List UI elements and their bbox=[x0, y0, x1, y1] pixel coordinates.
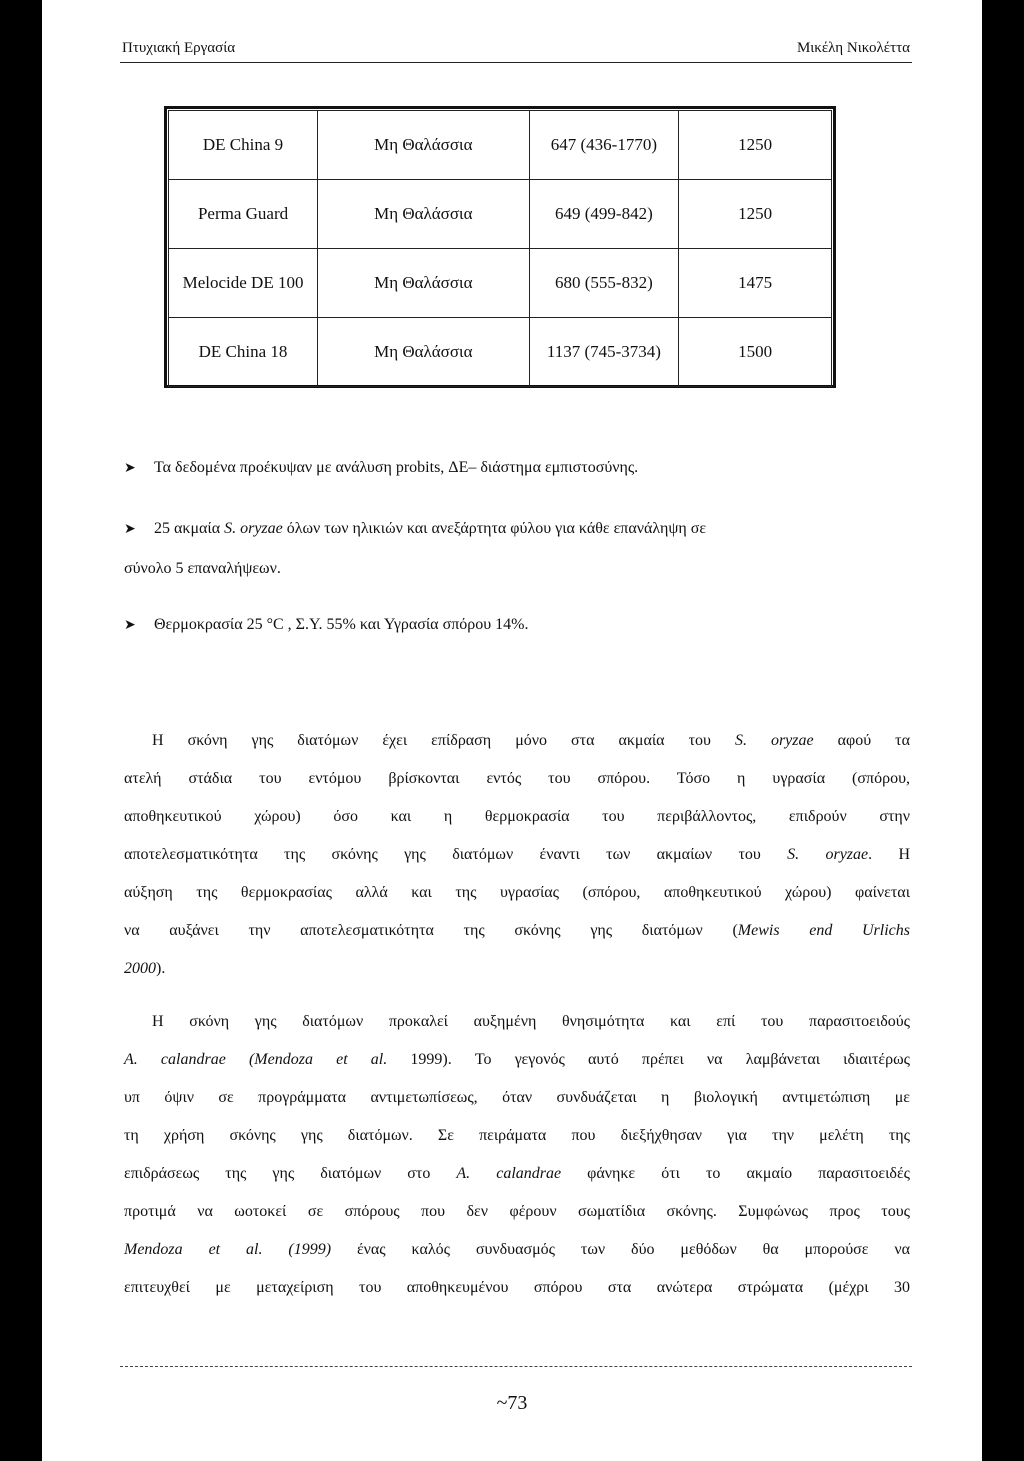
table-cell: Melocide DE 100 bbox=[169, 249, 318, 318]
species-name: S. oryzae bbox=[734, 732, 814, 749]
text-run: Η σκόνη γης διατόμων έχει επίδραση μόνο στα ακμαία του bbox=[152, 732, 735, 749]
citation: Mendoza et al. (1999) bbox=[124, 1241, 332, 1258]
table-cell: Μη Θαλάσσια bbox=[318, 318, 529, 387]
footer-rule bbox=[120, 1366, 912, 1367]
bullet-text: Τα δεδομένα προέκυψαν με ανάλυση probits, ΔΕ– διάστημα εμπιστοσύνης. bbox=[154, 459, 639, 476]
table-cell: 649 (499-842) bbox=[529, 180, 679, 249]
species-name: A. calandrae bbox=[456, 1165, 562, 1182]
table-cell: Perma Guard bbox=[169, 180, 318, 249]
table-row bbox=[169, 249, 832, 318]
table-row bbox=[169, 111, 832, 180]
text-line bbox=[124, 836, 910, 874]
page-number: ~73 bbox=[496, 1392, 528, 1414]
text-run: να αυξάνει την αποτελεσματικότητα της σκόνης γης διατόμων ( bbox=[124, 922, 738, 939]
header-left: Πτυχιακή Εργασία bbox=[122, 40, 236, 56]
bullet-continuation: σύνολο 5 επαναλήψεων. bbox=[124, 560, 281, 577]
table-cell: 1250 bbox=[679, 180, 832, 249]
bullet-text: Θερμοκρασία 25 °C , Σ.Υ. 55% και Υγρασία σπόρου 14%. bbox=[154, 616, 529, 633]
text-line: ατελή στάδια του εντόμου βρίσκονται εντός του σπόρου. Τόσο η υγρασία (σπόρου, bbox=[124, 770, 910, 787]
bullet-item bbox=[124, 520, 706, 538]
text-line bbox=[124, 912, 910, 950]
text-run: ένας καλός συνδυασμός των δύο μεθόδων θα μπορούσε να bbox=[331, 1241, 910, 1258]
text-line: αύξηση της θερμοκρασίας αλλά και της υγρασίας (σπόρου, αποθηκευτικού χώρου) φαίνεται bbox=[124, 884, 910, 901]
bullet-text: 25 ακμαία bbox=[154, 520, 225, 537]
table-cell: Μη Θαλάσσια bbox=[318, 249, 529, 318]
table-cell: 1500 bbox=[679, 318, 832, 387]
text-line: αποθηκευτικού χώρου) όσο και η θερμοκρασία του περιβάλλοντος, επιδρούν στην bbox=[124, 808, 910, 825]
table-cell: DE China 18 bbox=[169, 318, 318, 387]
text-line bbox=[124, 1231, 910, 1269]
paragraph-1 bbox=[124, 722, 910, 988]
table-cell: DE China 9 bbox=[169, 111, 318, 180]
table-cell: 1137 (745-3734) bbox=[529, 318, 679, 387]
citation: A. calandrae (Mendoza et al. bbox=[124, 1051, 388, 1068]
arrow-bullet-icon: ➤ bbox=[124, 617, 136, 633]
citation: Mewis end Urlichs bbox=[737, 922, 911, 939]
text-run: 1999). Το γεγονός αυτό πρέπει να λαμβάνεται ιδιαιτέρως bbox=[387, 1051, 910, 1068]
text-line bbox=[124, 950, 910, 988]
citation-year: 2000 bbox=[124, 960, 156, 977]
text-line: προτιμά να ωοτοκεί σε σπόρους που δεν φέρουν σωματίδια σκόνης. Συμφώνως προς τους bbox=[124, 1203, 910, 1220]
table-row bbox=[169, 180, 832, 249]
table-cell: 680 (555-832) bbox=[529, 249, 679, 318]
header-right: Μικέλη Νικολέττα bbox=[796, 40, 910, 56]
text-line: υπ όψιν σε προγράμματα αντιμετωπίσεως, όταν συνδυάζεται η βιολογική αντιμετώπιση με bbox=[124, 1089, 910, 1106]
table-cell: Μη Θαλάσσια bbox=[318, 180, 529, 249]
text-run: . Η bbox=[868, 846, 911, 863]
document-page bbox=[42, 0, 982, 1461]
text-line bbox=[124, 722, 910, 760]
text-run: επιδράσεως της γης διατόμων στο bbox=[124, 1165, 457, 1182]
text-line: τη χρήση σκόνης γης διατόμων. Σε πειράματα που διεξήχθησαν για την μελέτη της bbox=[124, 1127, 910, 1144]
text-line: Η σκόνη γης διατόμων προκαλεί αυξημένη θνησιμότητα και επί του παρασιτοειδούς bbox=[152, 1013, 910, 1030]
species-name: S. oryzae bbox=[224, 520, 283, 537]
table-cell: Μη Θαλάσσια bbox=[318, 111, 529, 180]
paragraph-2 bbox=[124, 1003, 910, 1307]
text-run: αφού τα bbox=[813, 732, 910, 749]
text-run: ). bbox=[156, 960, 166, 977]
header-rule bbox=[120, 62, 912, 63]
arrow-bullet-icon: ➤ bbox=[124, 460, 136, 476]
text-line bbox=[124, 1155, 910, 1193]
text-line: επιτευχθεί με μεταχείριση του αποθηκευμένου σπόρου στα ανώτερα στρώματα (μέχρι 30 bbox=[124, 1279, 910, 1296]
bullet-item bbox=[124, 459, 638, 477]
table-row bbox=[169, 318, 832, 387]
bullet-item bbox=[124, 616, 529, 634]
table-cell: 1475 bbox=[679, 249, 832, 318]
bullet-text: όλων των ηλικιών και ανεξάρτητα φύλου για κάθε επανάληψη σε bbox=[282, 520, 707, 537]
table-cell: 1250 bbox=[679, 111, 832, 180]
text-line bbox=[124, 1041, 910, 1079]
results-table bbox=[168, 110, 832, 387]
text-run: φάνηκε ότι το ακμαίο παρασιτοειδές bbox=[561, 1165, 911, 1182]
text-run: αποτελεσματικότητα της σκόνης γης διατόμων έναντι των ακμαίων του bbox=[124, 846, 788, 863]
arrow-bullet-icon: ➤ bbox=[124, 521, 136, 537]
table-cell: 647 (436-1770) bbox=[529, 111, 679, 180]
species-name: S. oryzae bbox=[787, 846, 869, 863]
